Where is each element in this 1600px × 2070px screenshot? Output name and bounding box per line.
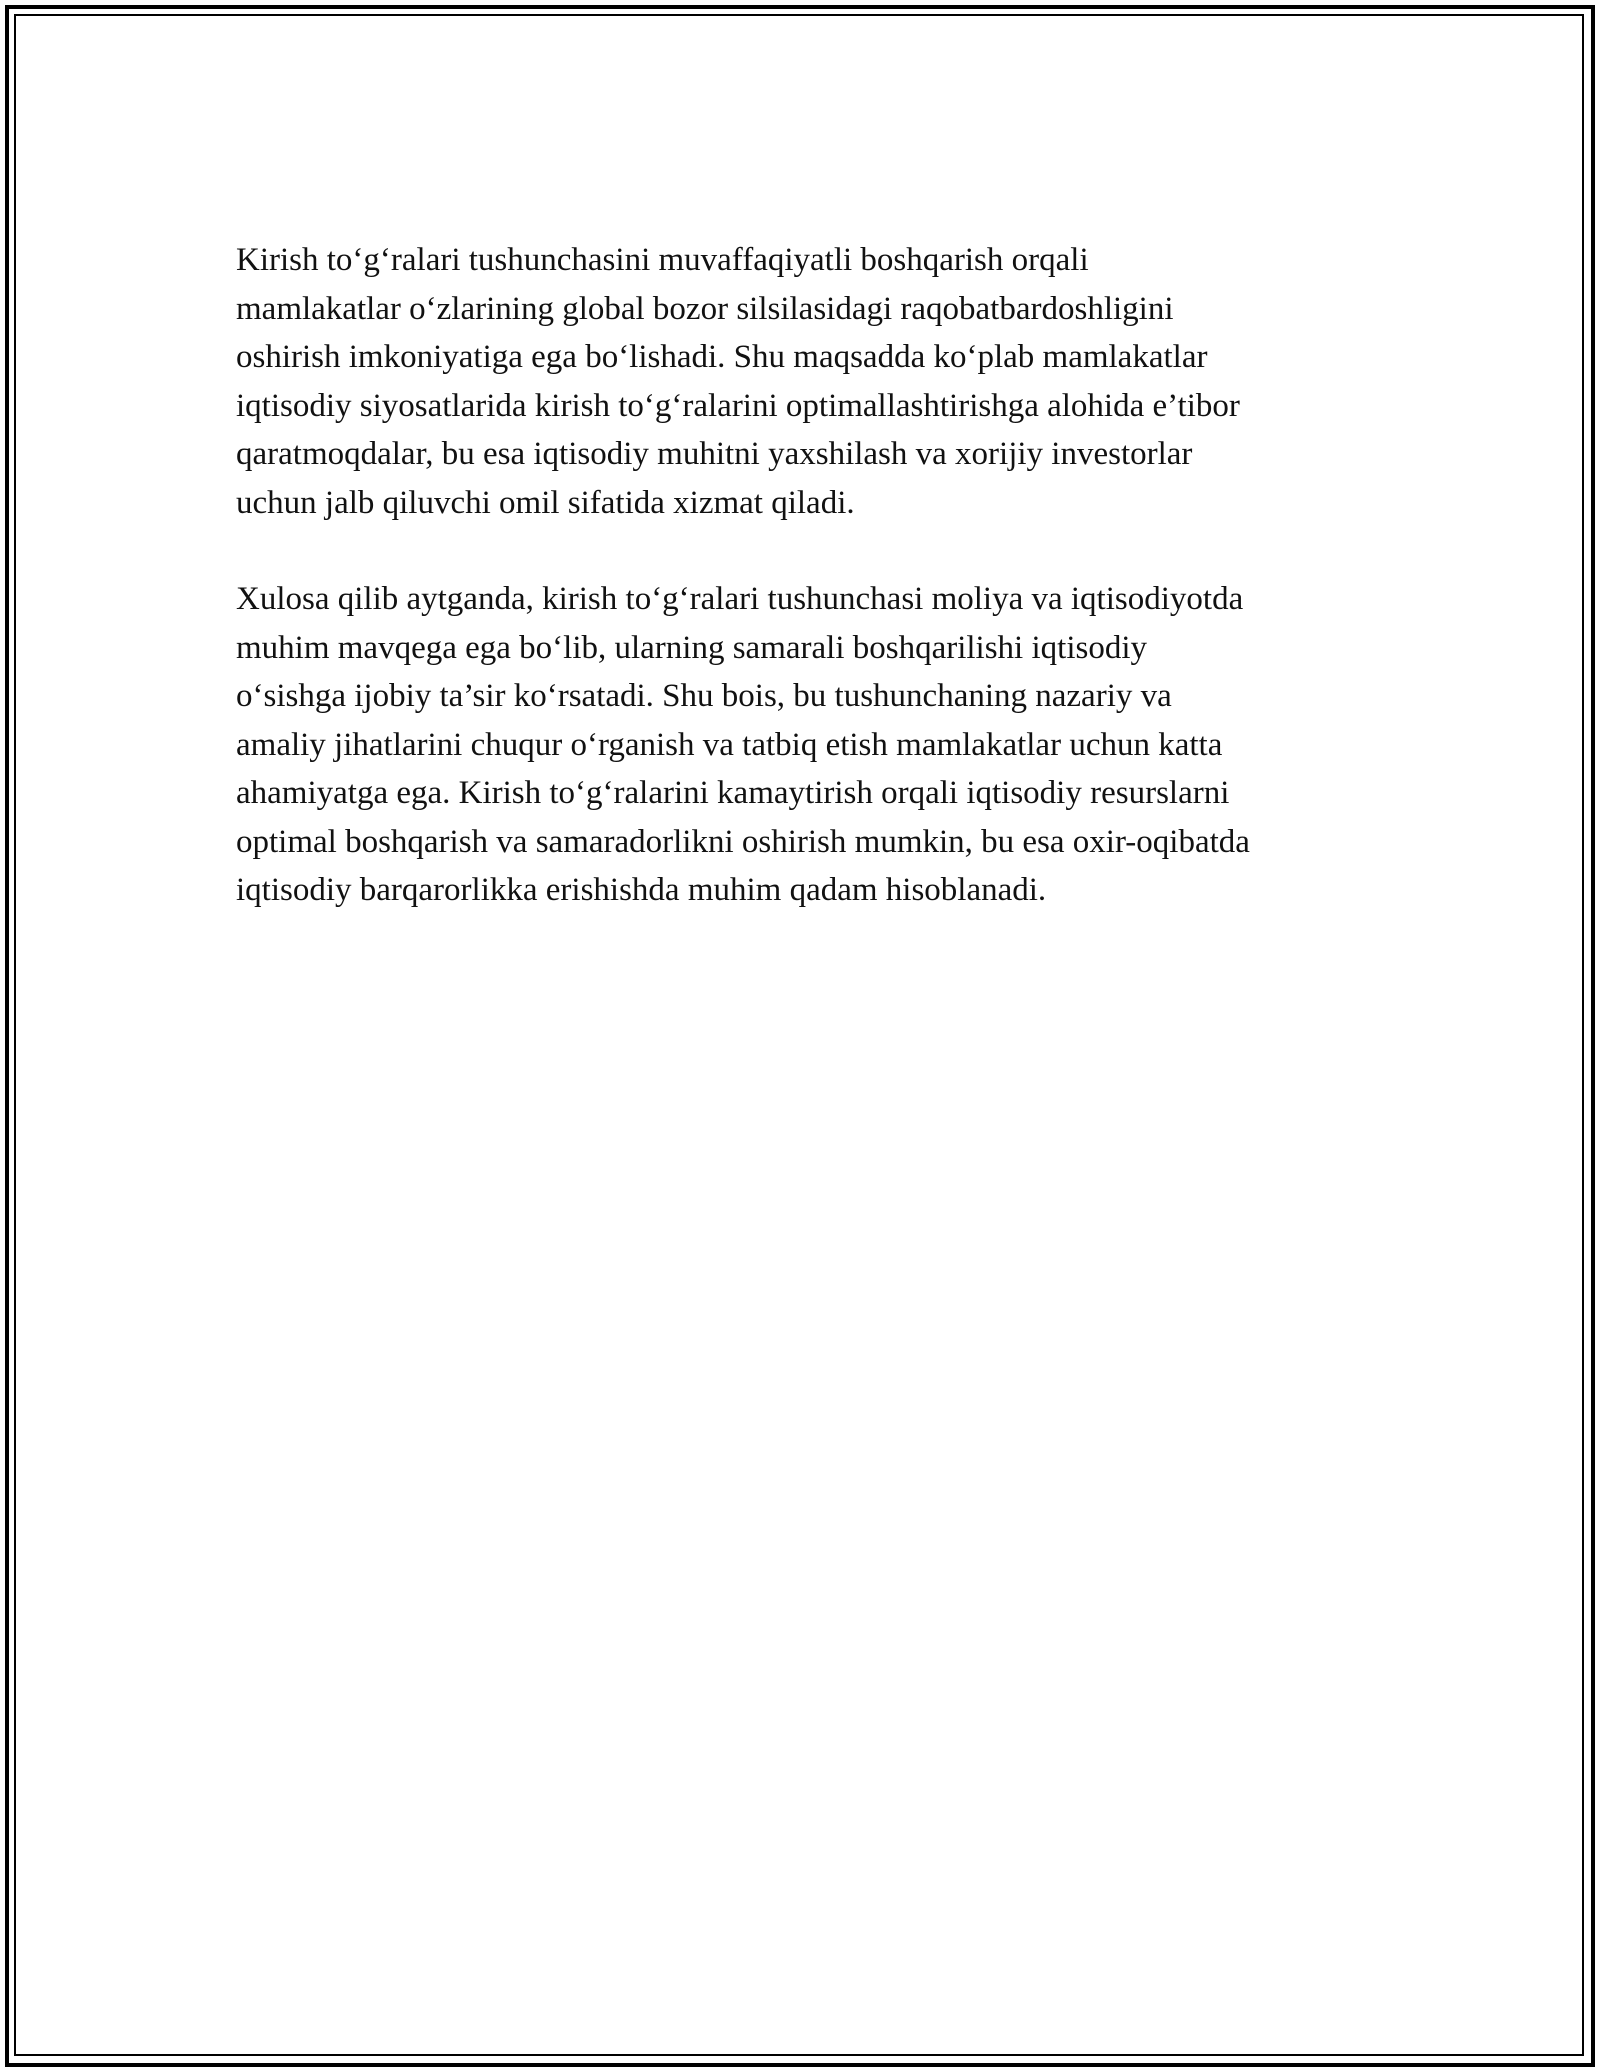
paragraph-line: Xulosa qilib aytganda, kirish to‘g‘ralari tushunchasi moliya va iqtisodiyotda [236, 581, 1244, 617]
paragraph-line: o‘sishga ijobiy ta’sir ko‘rsatadi. Shu bois, bu tushunchaning nazariy va [236, 678, 1172, 714]
paragraph-line: Kirish to‘g‘ralari tushunchasini muvaffaqiyatli boshqarish orqali [236, 242, 1089, 278]
document-body [236, 236, 1396, 915]
paragraph-line: iqtisodiy siyosatlarida kirish to‘g‘ralarini optimallashtirishga alohida e’tibor [236, 387, 1240, 424]
paragraph-line: muhim mavqega ega bo‘lib, ularning samarali boshqarilishi iqtisodiy [236, 629, 1147, 666]
paragraph-line: oshirish imkoniyatiga ega bo‘lishadi. Shu maqsadda ko‘plab mamlakatlar [236, 339, 1208, 375]
paragraph-line: mamlakatlar o‘zlarining global bozor silsilasidagi raqobatbardoshligini [236, 290, 1174, 327]
paragraph-2 [236, 575, 1396, 915]
paragraph-line: optimal boshqarish va samaradorlikni oshirish mumkin, bu esa oxir-oqibatda [236, 823, 1250, 860]
paragraph-1 [236, 236, 1396, 527]
paragraph-line: ahamiyatga ega. Kirish to‘g‘ralarini kamaytirish orqali iqtisodiy resurslarni [236, 775, 1230, 811]
paragraph-line: iqtisodiy barqarorlikka erishishda muhim qadam hisoblanadi. [236, 872, 1047, 908]
paragraph-line: qaratmoqdalar, bu esa iqtisodiy muhitni yaxshilash va xorijiy investorlar [236, 436, 1193, 472]
paragraph-line: uchun jalb qiluvchi omil sifatida xizmat qiladi. [236, 484, 855, 521]
paragraph-line: amaliy jihatlarini chuqur o‘rganish va tatbiq etish mamlakatlar uchun katta [236, 726, 1223, 763]
